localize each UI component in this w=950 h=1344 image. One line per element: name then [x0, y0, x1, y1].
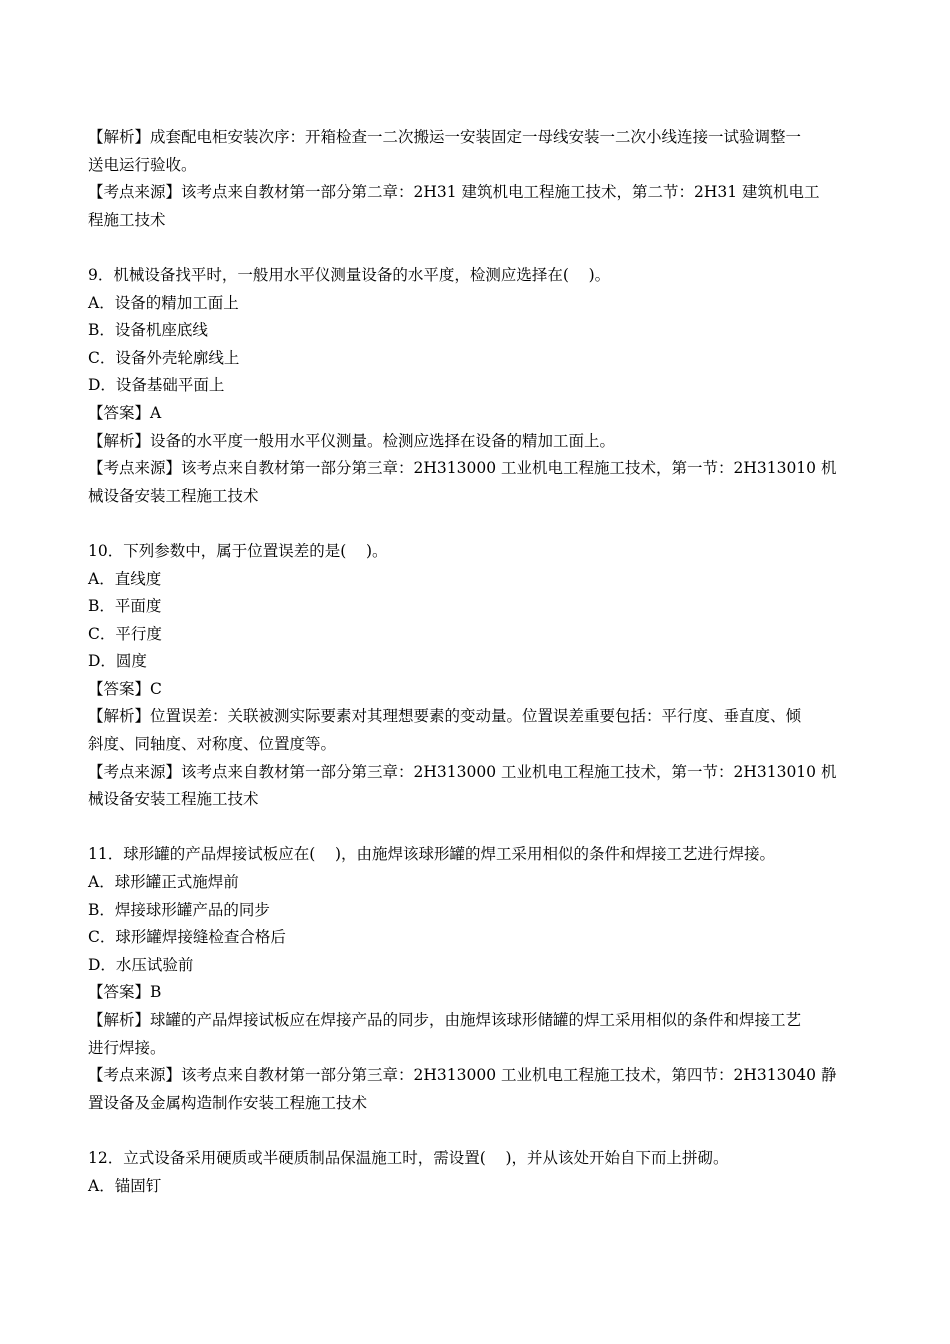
option-a: A．设备的精加工面上: [88, 293, 239, 312]
source-line: 【考点来源】该考点来自教材第一部分第三章：2H313000 工业机电工程施工技术，第一节：2H313010 机: [88, 762, 837, 781]
source-line: 【考点来源】该考点来自教材第一部分第三章：2H313000 工业机电工程施工技术，第一节：2H313010 机: [88, 459, 837, 478]
source-line: 械设备安装工程施工技术: [88, 790, 259, 809]
question-text: 12．立式设备采用硬质或半硬质制品保温施工时，需设置( )，并从该处开始自下而上拼砌。: [88, 1148, 729, 1167]
option-d: D．设备基础平面上: [88, 376, 225, 395]
analysis-line: 斜度、同轴度、对称度、位置度等。: [88, 735, 337, 754]
question-10: [88, 538, 864, 814]
question-11: [88, 841, 864, 1117]
option-b: B．平面度: [88, 597, 162, 616]
option-a: A．球形罐正式施焊前: [88, 873, 239, 892]
prev-question-block: [88, 124, 864, 234]
option-d: D．水压试验前: [88, 955, 194, 974]
analysis-line: 送电运行验收。: [88, 155, 197, 174]
answer-line: 【答案】B: [88, 983, 162, 1002]
option-c: C．设备外壳轮廓线上: [88, 348, 240, 367]
answer-line: 【答案】C: [88, 679, 162, 698]
analysis-line: 【解析】成套配电柜安装次序：开箱检查一二次搬运一安装固定一母线安装一二次小线连接一试验调整一: [88, 128, 802, 146]
analysis-line: 【解析】球罐的产品焊接试板应在焊接产品的同步，由施焊该球形储罐的焊工采用相似的条件和焊接工艺: [88, 1011, 802, 1029]
question-text: 11．球形罐的产品焊接试板应在( )，由施焊该球形罐的焊工采用相似的条件和焊接工艺进行焊接。: [88, 845, 776, 864]
spacer: [88, 814, 864, 842]
option-c: C．平行度: [88, 624, 162, 643]
analysis-line: 进行焊接。: [88, 1038, 166, 1057]
spacer: [88, 1117, 864, 1145]
question-12: [88, 1145, 864, 1200]
spacer: [88, 510, 864, 538]
source-line: 械设备安装工程施工技术: [88, 486, 259, 505]
option-a: A．锚固钉: [88, 1176, 162, 1195]
option-d: D．圆度: [88, 652, 147, 671]
option-c: C．球形罐焊接缝检查合格后: [88, 928, 286, 947]
option-b: B．设备机座底线: [88, 321, 208, 340]
option-a: A．直线度: [88, 569, 162, 588]
source-line: 程施工技术: [88, 210, 166, 229]
spacer: [88, 234, 864, 262]
answer-line: 【答案】A: [88, 403, 162, 422]
question-text: 10．下列参数中，属于位置误差的是( )。: [88, 541, 388, 560]
source-line: 【考点来源】该考点来自教材第一部分第二章：2H31 建筑机电工程施工技术，第二节：2H31 建筑机电工: [88, 183, 820, 202]
question-text: 9．机械设备找平时，一般用水平仪测量设备的水平度，检测应选择在( )。: [88, 265, 611, 284]
analysis-line: 【解析】位置误差：关联被测实际要素对其理想要素的变动量。位置误差重要包括：平行度、垂直度、倾: [88, 707, 802, 726]
question-9: [88, 262, 864, 510]
document-body: [88, 124, 864, 1200]
source-line: 【考点来源】该考点来自教材第一部分第三章：2H313000 工业机电工程施工技术，第四节：2H313040 静: [88, 1066, 837, 1085]
analysis-line: 【解析】设备的水平度一般用水平仪测量。检测应选择在设备的精加工面上。: [88, 431, 616, 450]
option-b: B．焊接球形罐产品的同步: [88, 900, 270, 919]
source-line: 置设备及金属构造制作安装工程施工技术: [88, 1093, 368, 1112]
